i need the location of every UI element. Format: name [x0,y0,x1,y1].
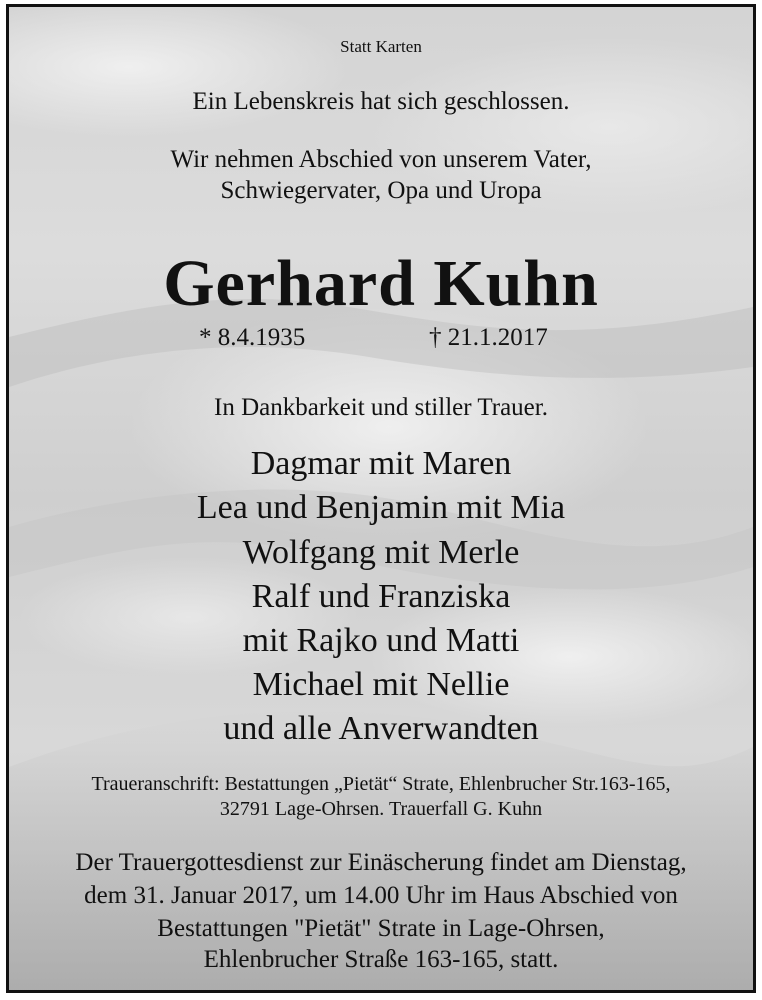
address-line: 32791 Lage-Ohrsen. Trauerfall G. Kuhn [219,798,543,820]
intro-text: Ein Lebenskreis hat sich geschlossen. [192,88,570,115]
mourner-line: mit Rajko und Matti [242,622,520,659]
mourner-line: Wolfgang mit Merle [242,534,520,571]
mourner-line: und alle Anverwandten [223,710,539,747]
mourner-line: Dagmar mit Maren [250,445,512,482]
service-line: Der Trauergottesdienst zur Einäscherung findet am Dienstag, [75,849,687,876]
address-line: Traueranschrift: Bestattungen „Pietät“ Strate, Ehlenbrucher Str.163-165, [91,773,671,795]
gratitude-text: In Dankbarkeit und stiller Trauer. [214,394,548,421]
mourner-line: Ralf und Franziska [251,578,511,615]
death-date: † 21.1.2017 [429,324,548,351]
service-line: dem 31. Januar 2017, um 14.00 Uhr im Haus Abschied von [84,882,678,909]
birth-date: * 8.4.1935 [199,324,306,351]
farewell-line: Schwiegervater, Opa und Uropa [220,177,542,204]
mourner-line: Michael mit Nellie [252,666,510,703]
farewell-line: Wir nehmen Abschied von unserem Vater, [170,146,592,173]
service-line: Ehlenbrucher Straße 163-165, statt. [203,946,559,973]
obituary-notice [6,4,756,993]
deceased-name: Gerhard Kuhn [163,247,599,320]
service-line: Bestattungen "Pietät" Strate in Lage-Ohrsen, [157,915,605,942]
mourner-line: Lea und Benjamin mit Mia [196,489,566,526]
header-text: Statt Karten [340,37,422,56]
